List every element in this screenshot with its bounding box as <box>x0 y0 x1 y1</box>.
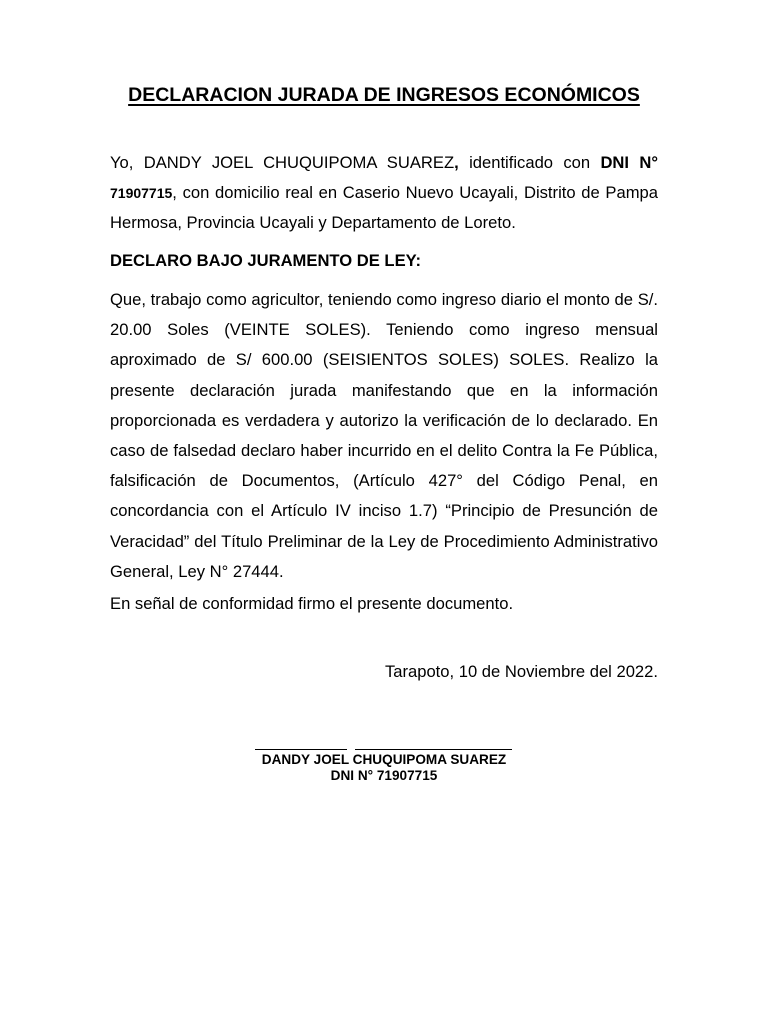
intro-dni-label: DNI N° <box>600 153 658 172</box>
signature-line <box>255 749 512 750</box>
signature-name: DANDY JOEL CHUQUIPOMA SUAREZ <box>261 752 507 767</box>
intro-text-2: identificado con <box>458 153 601 172</box>
main-paragraph: Que, trabajo como agricultor, teniendo como ingreso diario el monto de S/. 20.00 Soles (VEINTE SOLES). Teniendo como ingreso mensual aproximado de S/ 600.00 (SEISIENTOS SOLES) SOLES. Realizo la presente declaración jurada manifestando que en la información proporcionada es verdadera y autorizo la verificación de lo declarado. En caso de falsedad declaro haber incurrido en el delito Contra la Fe Pública, falsificación de Documentos, (Artículo 427° del Código Penal, en concordancia con el Artículo IV inciso 1.7) “Principio de Presunción de Veracidad” del Título Preliminar de la Ley de Procedimiento Administrativo General, Ley N° 27444. <box>110 290 658 581</box>
intro-paragraph <box>110 148 658 239</box>
conformity-paragraph: En señal de conformidad firmo el presente documento. <box>110 594 514 613</box>
intro-text-1: Yo, DANDY JOEL CHUQUIPOMA SUAREZ <box>110 153 455 172</box>
signature-dni: DNI N° 71907715 <box>330 768 438 783</box>
intro-text-3: , con domicilio real en Caserio Nuevo Ucayali, Distrito de Pampa Hermosa, Provincia Ucayali y Departamento de Loreto. <box>110 183 658 233</box>
intro-dni-number: 71907715 <box>110 185 173 202</box>
declaro-heading: DECLARO BAJO JURAMENTO DE LEY: <box>110 251 422 270</box>
document-title: DECLARACION JURADA DE INGRESOS ECONÓMICOS <box>128 84 640 106</box>
intro-comma: , <box>454 153 459 172</box>
place-date: Tarapoto, 10 de Noviembre del 2022. <box>384 662 658 681</box>
